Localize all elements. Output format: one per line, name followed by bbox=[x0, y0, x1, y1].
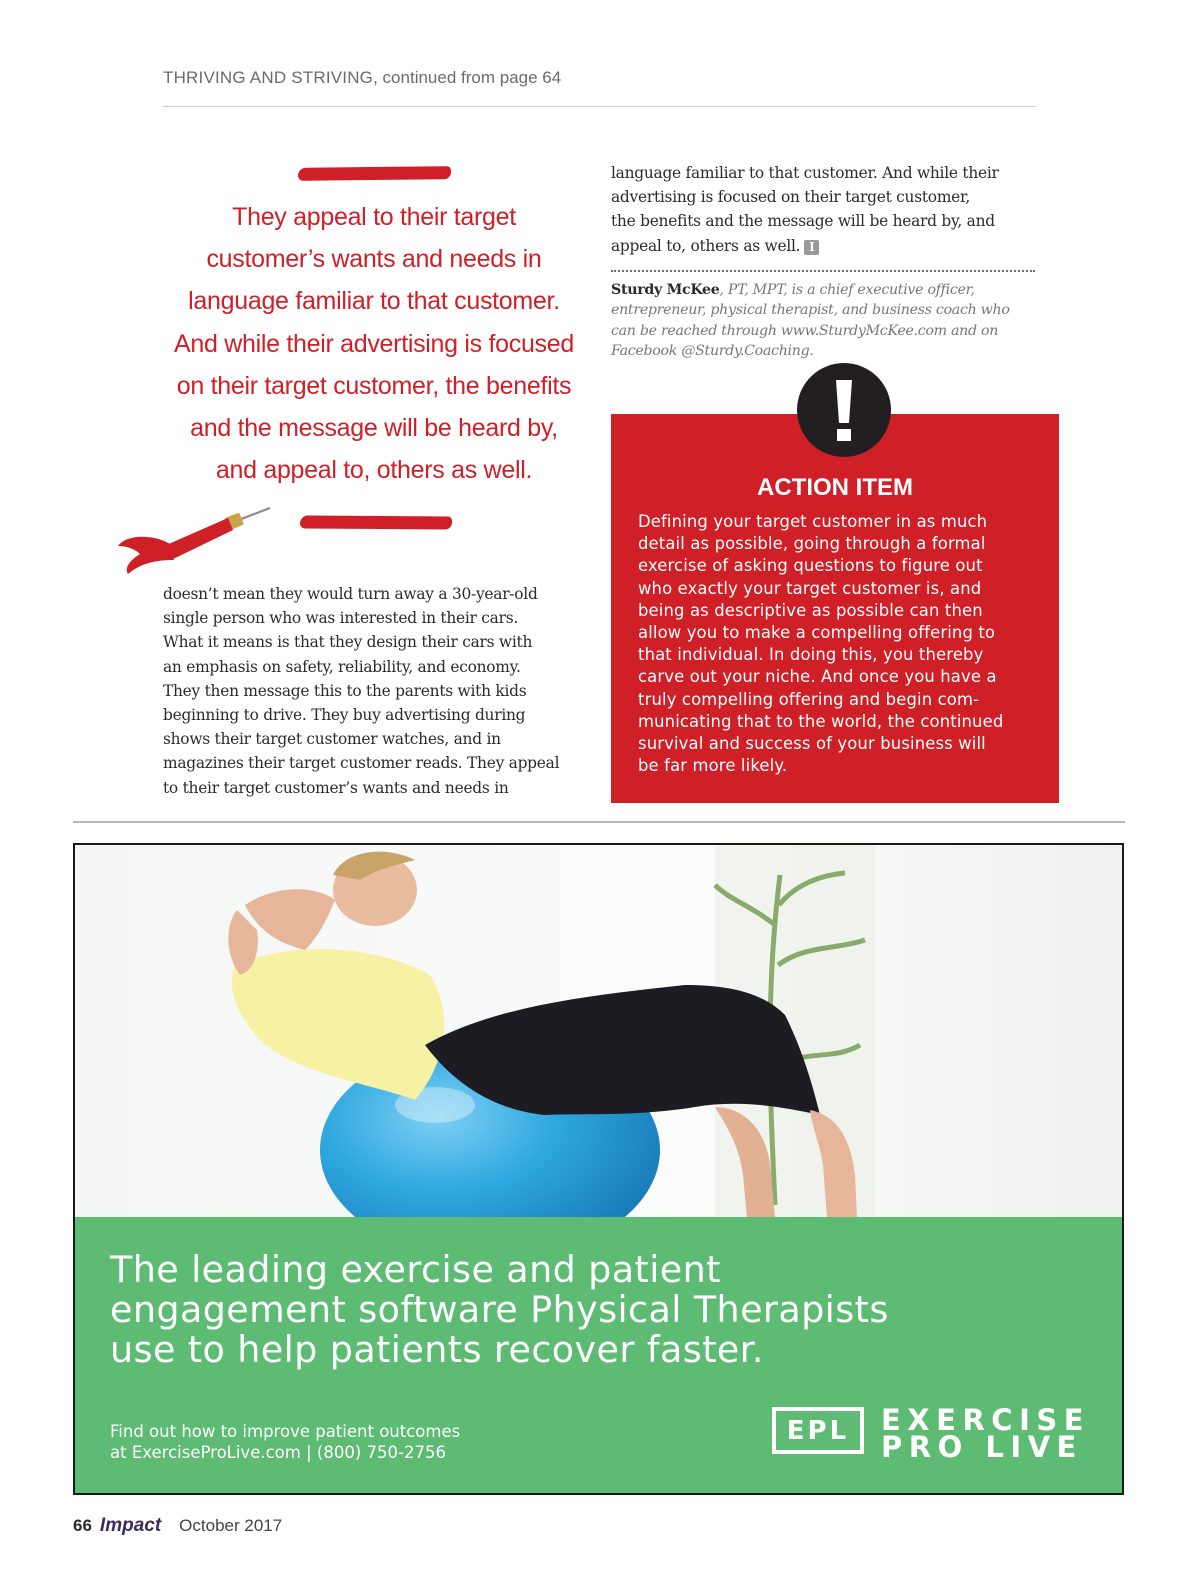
body-column-left bbox=[163, 582, 559, 800]
body-line: language familiar to that customer. And while their bbox=[611, 164, 999, 182]
pull-quote-line: on their target customer, the benefits bbox=[176, 371, 572, 400]
action-line: detail as possible, going through a formal bbox=[638, 534, 986, 554]
action-item-title: ACTION ITEM bbox=[757, 474, 913, 501]
ad-headline: The leading exercise and patient engagement software Physical Therapists use to help patients recover faster. bbox=[110, 1248, 889, 1371]
end-of-article-icon: I bbox=[804, 240, 819, 255]
section-divider bbox=[73, 821, 1125, 823]
body-line: the benefits and the message will be heard by, and bbox=[611, 212, 995, 231]
exercise-pro-live-logo: EXERCISE PRO LIVE bbox=[881, 1403, 1091, 1464]
issue-date: October 2017 bbox=[179, 1516, 283, 1535]
exclamation-icon bbox=[797, 363, 891, 457]
pull-quote bbox=[160, 196, 588, 491]
body-line: doesn’t mean they would turn away a 30-year-old bbox=[163, 585, 538, 603]
advertisement[interactable] bbox=[73, 843, 1124, 1495]
page-footer bbox=[73, 1515, 282, 1537]
magazine-name: Impact bbox=[99, 1515, 162, 1536]
action-line: survival and success of your business will bbox=[638, 734, 986, 754]
action-line: carve out your niche. And once you have a bbox=[638, 667, 997, 687]
action-line: truly compelling offering and begin com- bbox=[638, 689, 980, 709]
body-line: to their target customer’s wants and needs in bbox=[163, 778, 509, 797]
brush-stroke-bottom bbox=[300, 515, 452, 529]
action-item-text bbox=[638, 511, 1048, 777]
action-line: being as descriptive as possible can then bbox=[638, 600, 983, 620]
action-line: Defining your target customer in as much bbox=[638, 512, 988, 531]
pull-quote-line: customer’s wants and needs in bbox=[206, 245, 542, 274]
action-line: exercise of asking questions to figure out bbox=[638, 556, 983, 576]
pull-quote-line: They appeal to their target bbox=[232, 203, 516, 231]
brush-stroke-top bbox=[298, 166, 451, 181]
body-line: single person who was interested in their cars. bbox=[163, 609, 519, 628]
author-name: Sturdy McKee bbox=[611, 282, 720, 298]
author-bio: Sturdy McKee, PT, MPT, is a chief executive officer, entrepreneur, physical therapist, and business coach who can be reached through www.SturdyMcKee.com and on Facebook @Sturdy.Coaching. bbox=[611, 282, 1010, 360]
running-head: THRIVING AND STRIVING, continued from page 64 bbox=[163, 68, 562, 87]
body-line: an emphasis on safety, reliability, and economy. bbox=[163, 657, 521, 676]
action-line: who exactly your target customer is, and bbox=[638, 578, 982, 598]
pull-quote-line: language familiar to that customer. bbox=[188, 287, 560, 316]
ad-call-to-action: Find out how to improve patient outcomes at ExerciseProLive.com | (800) 750-2756 bbox=[110, 1422, 461, 1462]
pull-quote-line: And while their advertising is focused bbox=[174, 329, 574, 358]
ad-photo-woman-exercise-ball bbox=[75, 845, 1122, 1217]
body-column-right bbox=[611, 161, 999, 258]
pull-quote-line: and appeal to, others as well. bbox=[215, 456, 533, 485]
bio-divider bbox=[611, 270, 1035, 272]
action-line: allow you to make a compelling offering to bbox=[638, 623, 996, 643]
body-line: advertising is focused on their target customer, bbox=[611, 188, 971, 207]
body-line: shows their target customer watches, and in bbox=[163, 730, 501, 749]
body-line: beginning to drive. They buy advertising during bbox=[163, 706, 526, 725]
epl-logo-icon: EPL bbox=[772, 1407, 864, 1454]
action-line: be far more likely. bbox=[638, 756, 788, 776]
body-line: They then message this to the parents with kids bbox=[163, 681, 527, 700]
body-line: What it means is that they design their cars with bbox=[163, 633, 533, 652]
exclamation-glyph-icon bbox=[797, 363, 891, 457]
page-number: 66 bbox=[73, 1516, 92, 1535]
header-divider bbox=[163, 106, 1036, 107]
action-line: municating that to the world, the continued bbox=[638, 711, 1004, 731]
pull-quote-line: and the message will be heard by, bbox=[190, 414, 558, 443]
action-line: that individual. In doing this, you thereby bbox=[638, 645, 984, 665]
body-line: appeal to, others as well. I bbox=[611, 234, 999, 258]
body-line: magazines their target customer reads. They appeal bbox=[163, 754, 560, 773]
ad-green-band bbox=[75, 1217, 1122, 1493]
dart-icon bbox=[114, 504, 274, 580]
